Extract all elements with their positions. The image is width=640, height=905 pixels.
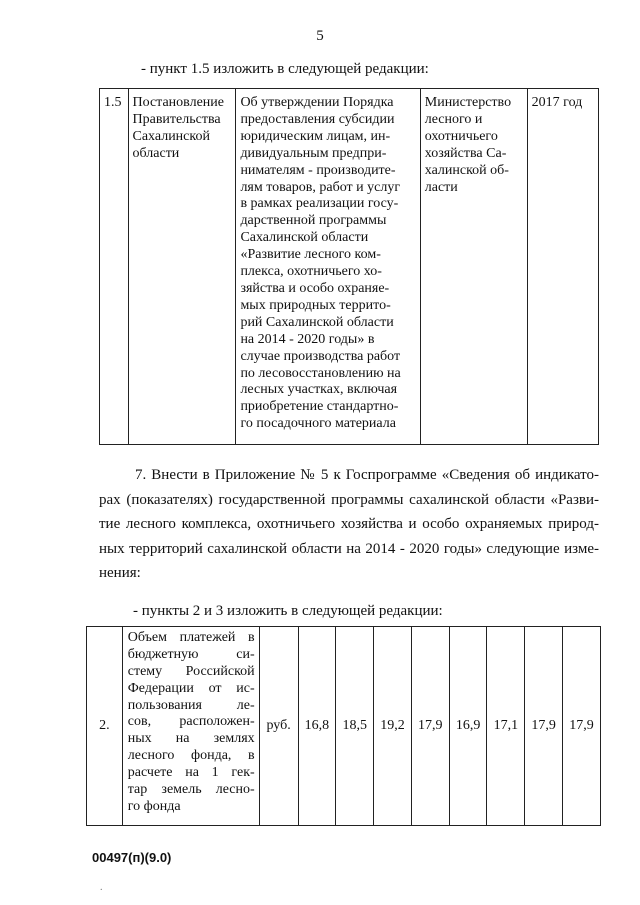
text-line: Об утверждении Порядка: [240, 95, 394, 110]
text-line: в рамках реализации госу-: [240, 196, 399, 212]
text-line: сов, расположен-: [127, 714, 255, 730]
table-item-1-5: [99, 88, 599, 445]
text-line: Сахалинской: [132, 128, 210, 144]
text-line: охотничьего: [424, 128, 498, 144]
cell-responsible: [420, 89, 527, 445]
text-line: Министерство: [424, 95, 512, 110]
paragraph-item-7: [99, 463, 599, 586]
paragraph-line: рах (показателях) государственной программы сахалинской области «Разви-: [99, 491, 599, 508]
text-line: расчете на 1 гек-: [127, 765, 255, 781]
cell-value: 17,9: [563, 627, 601, 826]
text-line: области: [132, 145, 180, 161]
text-line: халинской об-: [424, 162, 509, 178]
text-line: Правительства: [132, 111, 221, 127]
text-line: случае производства работ: [240, 348, 401, 364]
table-row: [87, 627, 601, 826]
paragraph-line: ных территорий сахалинской области на 2014 - 2020 годы» следующие изме-: [99, 540, 599, 557]
text-line: приобретение стандартно-: [240, 399, 399, 415]
text-line: лесных участках, включая: [240, 382, 398, 398]
text-line: Федерации от ис-: [127, 680, 255, 696]
text-line: хозяйства Са-: [424, 145, 507, 161]
cell-indicator-description: [122, 627, 259, 826]
text-line: лесного фонда, в: [127, 748, 255, 764]
cell-value: 19,2: [374, 627, 412, 826]
text-line: го фонда: [127, 798, 181, 814]
text-line: дивидуальным предпри-: [240, 145, 387, 161]
text-line: предоставления субсидии: [240, 111, 395, 127]
table-row: [100, 89, 599, 445]
text-line: «Развитие лесного ком-: [240, 247, 381, 263]
paragraph-line: тие лесного комплекса, охотничьего хозяйства и особо охраняемых природ-: [99, 516, 599, 532]
cell-value: 16,9: [449, 627, 487, 826]
text-line: пользования ле-: [127, 697, 255, 713]
cell-unit: руб.: [259, 627, 298, 826]
document-code: 00497(п)(9.0): [92, 850, 172, 865]
cell-year: 2017 год: [527, 89, 598, 445]
text-line: дарственной программы: [240, 213, 387, 229]
cell-number: 2.: [87, 627, 123, 826]
intro-text-item-1-5: - пункт 1.5 изложить в следующей редакции:: [141, 61, 429, 77]
text-line: зяйства и особо охраняе-: [240, 280, 390, 296]
text-line: на 2014 - 2020 годы» в: [240, 331, 375, 347]
cell-document: [128, 89, 236, 445]
intro-text-items-2-3: - пункты 2 и 3 изложить в следующей редакции:: [133, 603, 443, 619]
text-line: мых природных террито-: [240, 297, 391, 313]
cell-value: 17,9: [525, 627, 563, 826]
text-line: нимателям - производите-: [240, 162, 396, 178]
text-line: юридическим лицам, ин-: [240, 128, 391, 144]
paragraph-line: 7. Внести в Приложение № 5 к Госпрограмме «Сведения об индикато-: [135, 467, 599, 483]
text-line: рий Сахалинской области: [240, 314, 394, 330]
cell-value: 17,9: [411, 627, 449, 826]
cell-number: 1.5: [100, 89, 129, 445]
text-line: Постановление: [132, 95, 224, 110]
page-number: 5: [316, 28, 324, 44]
footer-mark: .: [100, 882, 103, 893]
text-line: тар земель лесно-: [127, 782, 255, 798]
text-line: лям товаров, работ и услуг: [240, 179, 401, 195]
text-line: го посадочного материала: [240, 416, 396, 432]
text-line: плекса, охотничьего хо-: [240, 264, 382, 280]
text-line: Объем платежей в: [127, 630, 255, 645]
text-line: ласти: [424, 179, 458, 195]
text-line: ных на землях: [127, 731, 255, 747]
table-indicators: [86, 626, 601, 826]
cell-value: 16,8: [298, 627, 336, 826]
text-line: стему Российской: [127, 663, 255, 679]
paragraph-line: нения:: [99, 565, 141, 581]
text-line: бюджетную си-: [127, 646, 255, 662]
cell-value: 18,5: [336, 627, 374, 826]
text-line: лесного и: [424, 111, 483, 127]
cell-value: 17,1: [487, 627, 525, 826]
cell-document-title: [236, 89, 420, 445]
text-line: по лесовосстановлению на: [240, 365, 401, 381]
text-line: Сахалинской области: [240, 230, 369, 246]
